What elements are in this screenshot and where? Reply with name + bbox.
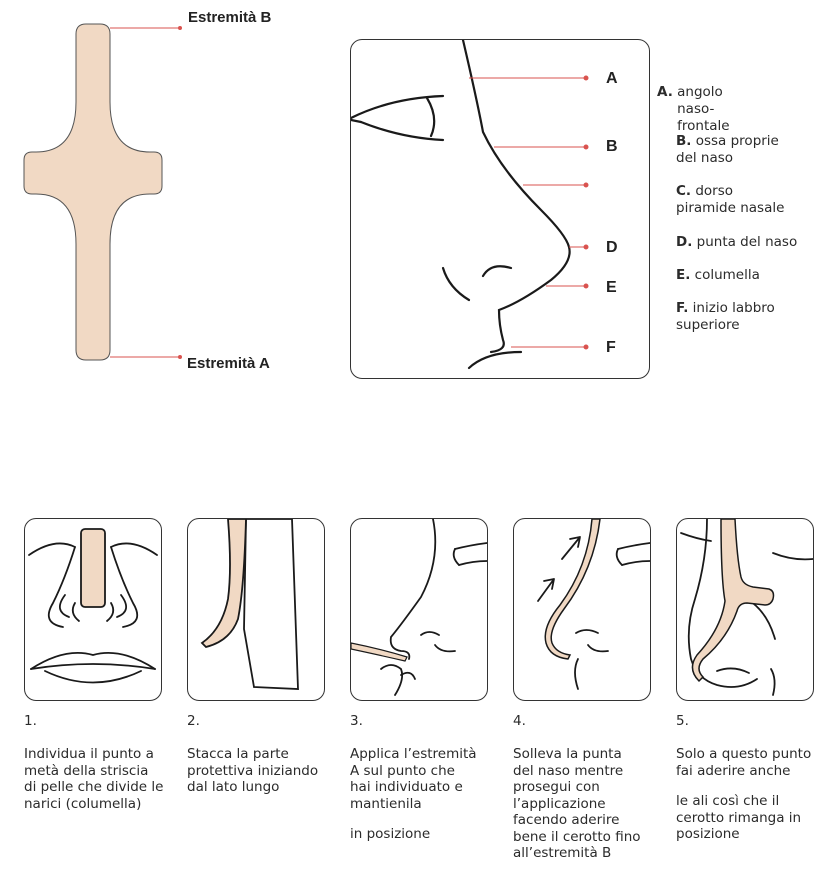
upper-lip xyxy=(469,352,521,368)
step-1-illustration xyxy=(24,518,162,701)
strip-with-wings xyxy=(692,519,773,681)
step-4-text: Solleva la punta del naso mentre prosegui con l’applicazione facendo aderire bene il cerotto fino all’estremità B xyxy=(513,746,641,861)
step-4-illustration xyxy=(513,518,651,701)
legend-item-b: B. ossa proprie del naso xyxy=(676,133,779,166)
peeled-strip xyxy=(202,519,246,647)
step-5-number: 5. xyxy=(676,713,689,729)
legend-item-e: E. columella xyxy=(676,267,760,283)
nasal-strip-svg xyxy=(0,0,330,400)
step-2-illustration xyxy=(187,518,325,701)
nose-profile-svg xyxy=(351,40,649,378)
arrow-up-right-1 xyxy=(562,537,580,559)
marker-a: A xyxy=(606,70,618,87)
strip-end-a xyxy=(351,643,407,661)
step-1-svg xyxy=(25,519,161,700)
step-5-text: Solo a questo punto fai aderire anche le ali così che il cerotto rimanga in posizione xyxy=(676,746,812,842)
step-4-svg xyxy=(514,519,650,700)
leader-dot-end-a xyxy=(178,355,182,359)
marker-e: E xyxy=(606,279,617,296)
step-4-number: 4. xyxy=(513,713,526,729)
step-5-illustration xyxy=(676,518,814,701)
eye-lower-lid xyxy=(361,122,443,140)
step-2-text: Stacca la parte protettiva iniziando dal lato lungo xyxy=(187,746,319,795)
legend-item-f: F. inizio labbro superiore xyxy=(676,300,775,333)
step-2-number: 2. xyxy=(187,713,200,729)
marker-f: F xyxy=(606,339,616,356)
protective-film xyxy=(244,519,298,689)
step-3-illustration xyxy=(350,518,488,701)
step-1-text: Individua il punto a metà della striscia di pelle che divide le narici (columella) xyxy=(24,746,164,812)
step-3-svg xyxy=(351,519,487,700)
nose-profile-panel xyxy=(350,39,650,379)
end-a-label: Estremità A xyxy=(187,355,270,372)
legend-text-a: angolo naso-frontale xyxy=(677,84,730,134)
strip-along-nose xyxy=(545,519,600,659)
step-5-svg xyxy=(677,519,813,700)
marker-b: B xyxy=(606,138,618,155)
arrow-up-right-2 xyxy=(538,579,554,601)
eye-iris xyxy=(427,98,434,136)
nostril xyxy=(483,266,511,276)
legend-item-a: A. angolo naso-frontale xyxy=(657,84,807,135)
strip-on-columella xyxy=(81,529,105,607)
eye-lashes xyxy=(351,120,361,122)
legend-item-c: C. dorso piramide nasale xyxy=(676,183,785,216)
eye-upper-lid xyxy=(351,96,443,118)
step-3-number: 3. xyxy=(350,713,363,729)
marker-d: D xyxy=(606,239,618,256)
leader-dot-end-b xyxy=(178,26,182,30)
step-3-text: Applica l’estremità A sul punto che hai individuato e mantienila in posizione xyxy=(350,746,477,842)
nose-profile-line xyxy=(463,40,570,352)
nasal-strip-diagram xyxy=(0,0,330,400)
end-b-label: Estremità B xyxy=(188,9,272,26)
legend-item-d: D. punta del naso xyxy=(676,234,798,250)
nasal-strip-shape xyxy=(24,24,162,360)
step-2-svg xyxy=(188,519,324,700)
step-1-number: 1. xyxy=(24,713,37,729)
nostril-wing xyxy=(443,268,469,300)
